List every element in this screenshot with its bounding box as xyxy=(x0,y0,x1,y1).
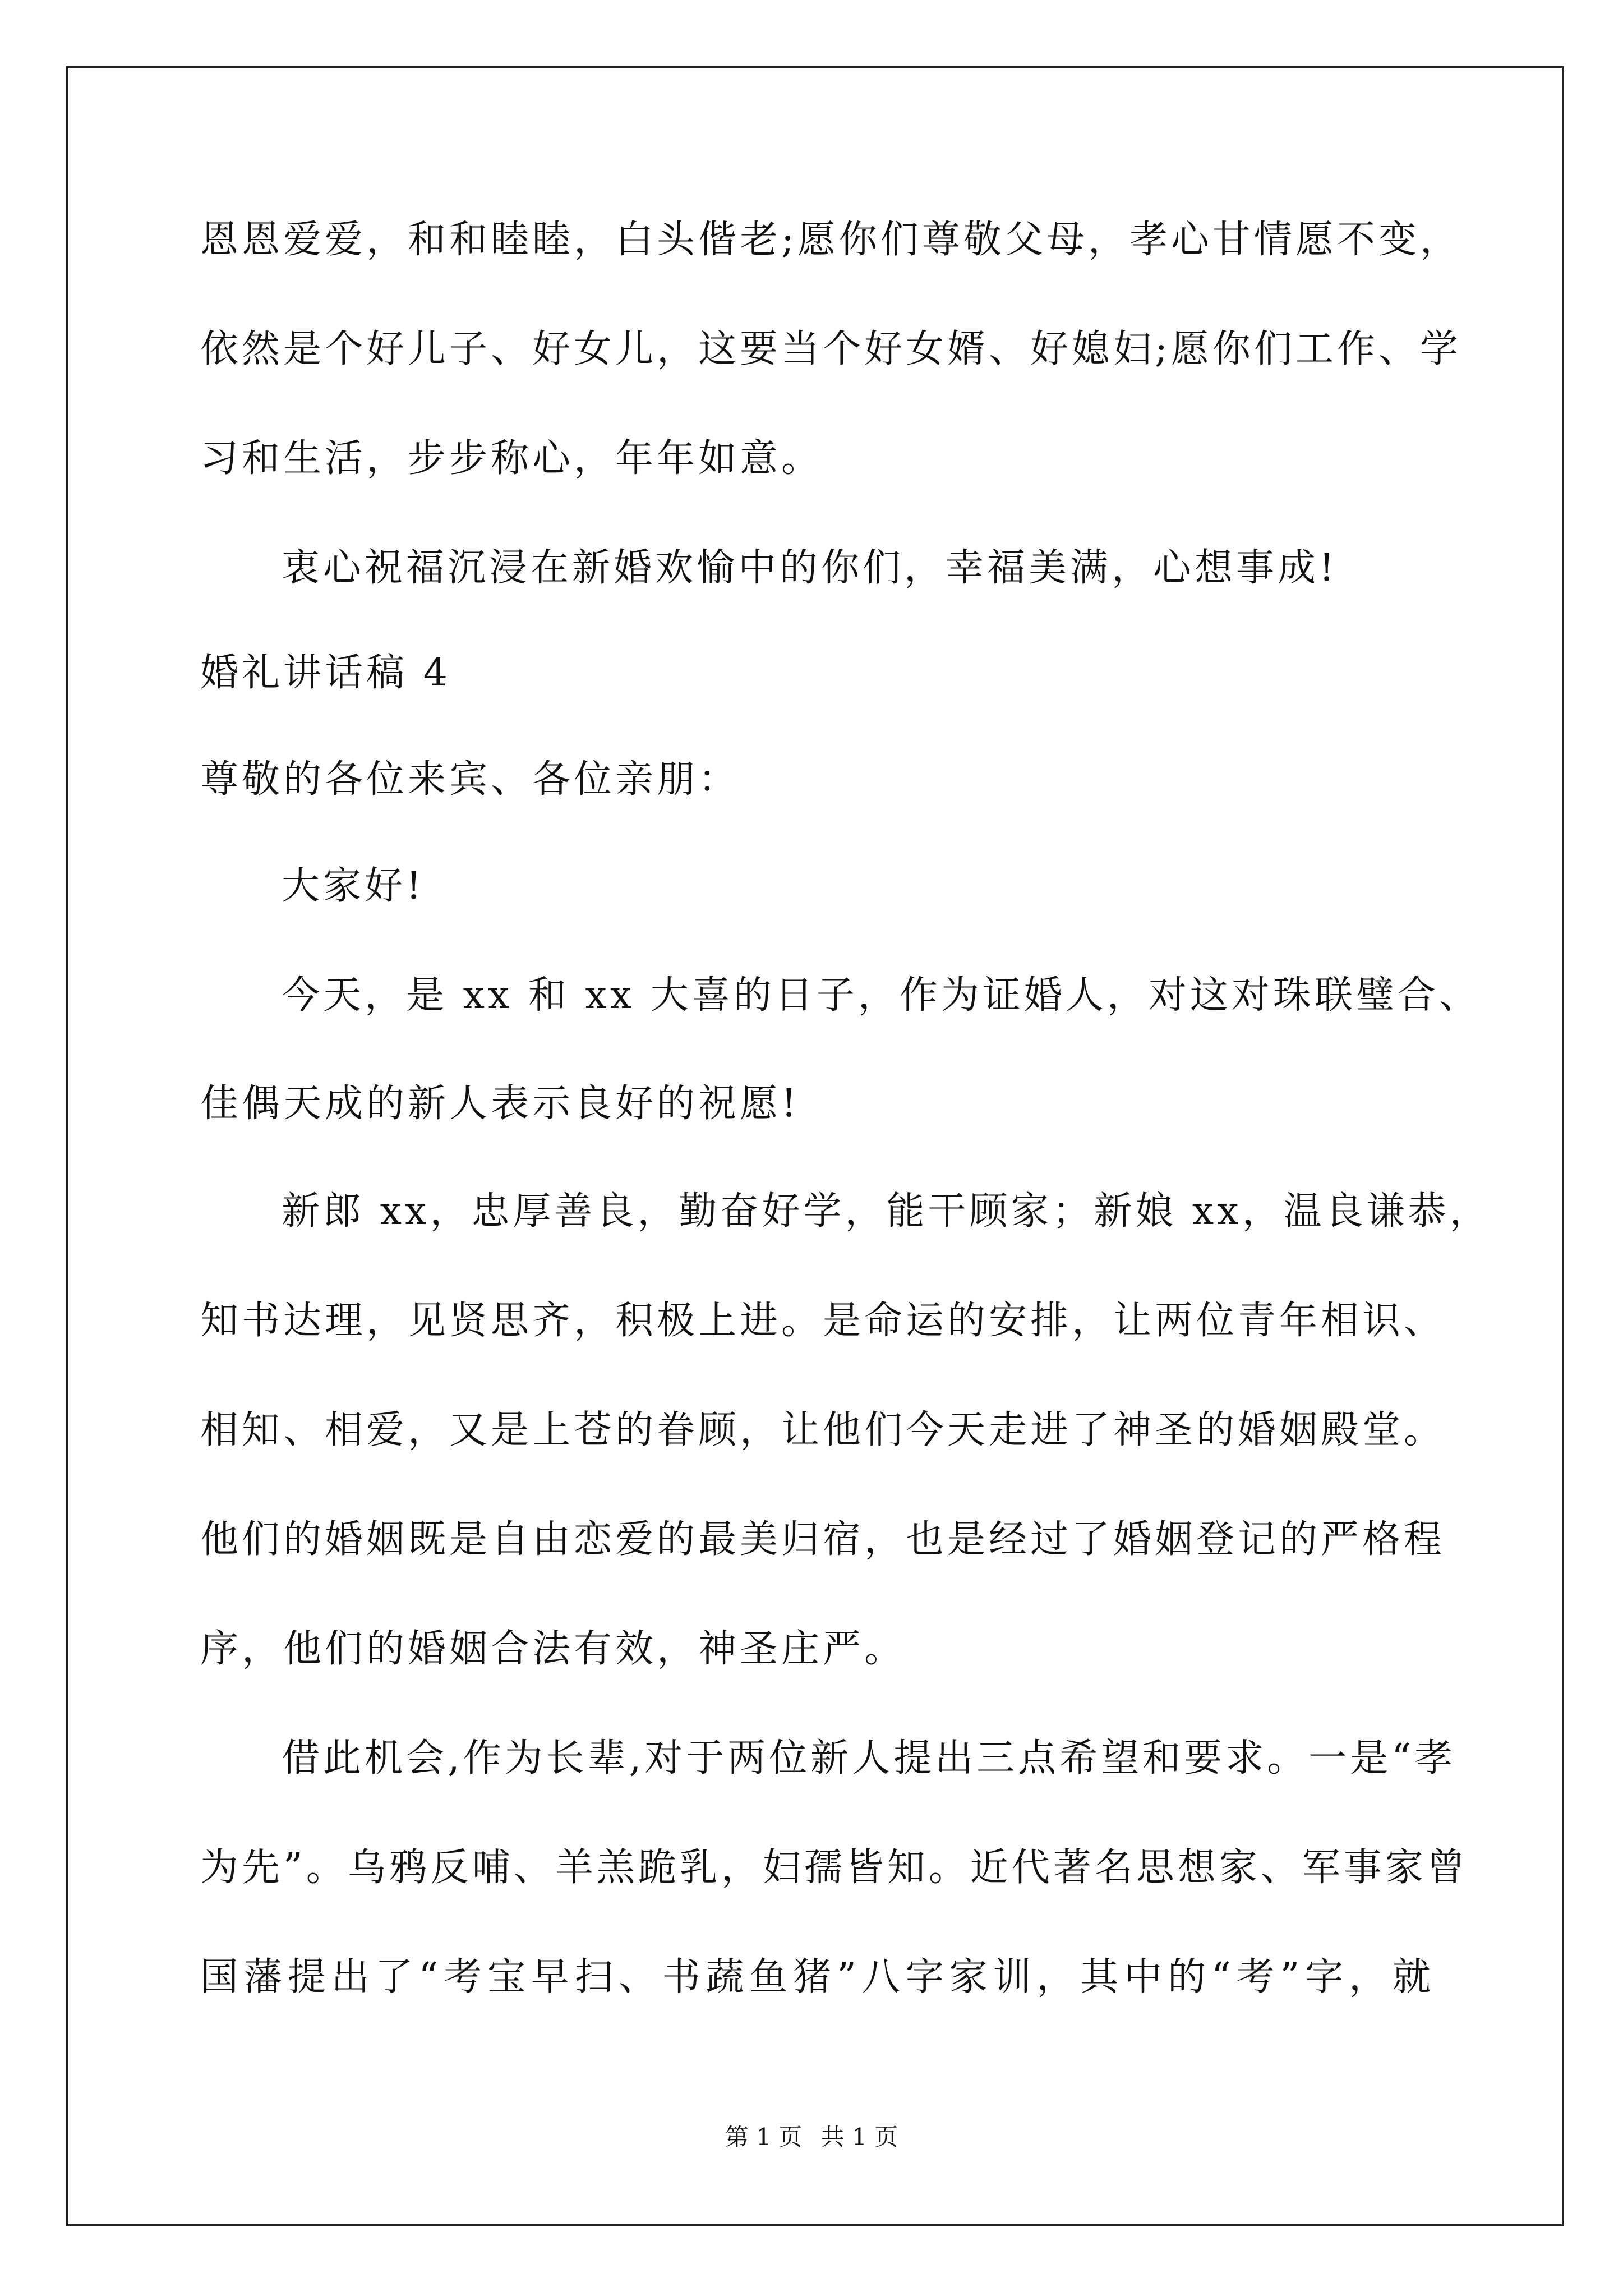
text-line: 借此机会,作为长辈,对于两位新人提出三点希望和要求。一是“孝 xyxy=(282,1736,1456,1780)
text-line: 序，他们的婚姻合法有效，神圣庄严。 xyxy=(200,1627,906,1671)
text-line: 习和生活，步步称心，年年如意。 xyxy=(200,436,823,481)
text-line: 国藩提出了“考宝早扫、书蔬鱼猪”八字家训，其中的“考”字，就 xyxy=(200,1955,1434,1999)
text-line: 今天，是 xx 和 xx 大喜的日子，作为证婚人，对这对珠联璧合、 xyxy=(282,973,1481,1018)
text-line: 恩恩爱爱，和和睦睦，白头偕老;愿你们尊敬父母，孝心甘情愿不变， xyxy=(200,218,1461,262)
page-footer xyxy=(0,2120,1623,2154)
text-line: 佳偶天成的新人表示良好的祝愿! xyxy=(200,1082,800,1126)
text-line: 他们的婚姻既是自由恋爱的最美归宿，也是经过了婚姻登记的严格程 xyxy=(200,1517,1446,1562)
text-line: 衷心祝福沉浸在新婚欢愉中的你们，幸福美满，心想事成! xyxy=(282,546,1338,590)
text-line: 知书达理，见贤思齐，积极上进。是命运的安排，让两位青年相识、 xyxy=(200,1299,1446,1343)
page-total: 共 1 页 xyxy=(820,2123,898,2151)
page-number: 第 1 页 xyxy=(725,2123,803,2151)
text-line: 依然是个好儿子、好女儿，这要当个好女婿、好媳妇;愿你们工作、学 xyxy=(200,327,1461,371)
page-border xyxy=(66,66,1564,2226)
text-line: 大家好! xyxy=(282,864,425,908)
section-heading: 婚礼讲话稿 4 xyxy=(200,651,451,695)
text-line: 相知、相爱，又是上苍的眷顾，让他们今天走进了神圣的婚姻殿堂。 xyxy=(200,1408,1446,1452)
text-line: 为先”。乌鸦反哺、羊羔跪乳，妇孺皆知。近代著名思想家、军事家曾 xyxy=(200,1846,1468,1890)
text-line: 新郎 xx，忠厚善良，勤奋好学，能干顾家；新娘 xx，温良谦恭， xyxy=(282,1189,1491,1234)
salutation: 尊敬的各位来宾、各位亲朋： xyxy=(200,757,740,802)
